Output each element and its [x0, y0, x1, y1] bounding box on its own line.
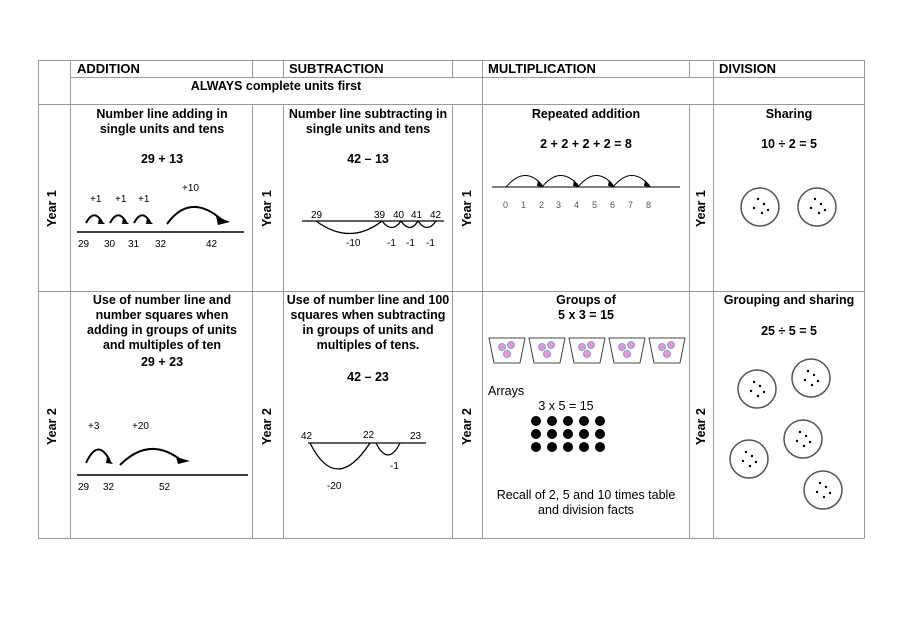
y2-add-jump-1: +3 [88, 421, 100, 432]
y2-add-title: Use of number line and number squares when adding in groups of units and multiples of ten [87, 293, 237, 352]
svg-text:7: 7 [628, 200, 634, 210]
y1-sub-bottom-2: -1 [387, 238, 396, 249]
y1-add-tick-3: 31 [128, 239, 140, 250]
y1-add-tick-5: 42 [206, 239, 218, 250]
y1-sub-top-1: 29 [311, 210, 323, 221]
svg-text:3: 3 [556, 200, 562, 210]
y2-mul-groups-pots [487, 335, 687, 367]
svg-text:8: 8 [646, 200, 652, 210]
y2-sub-number-line [296, 425, 446, 495]
y2-add-tick-2: 32 [103, 482, 115, 493]
y1-sub-top-3: 40 [393, 210, 405, 221]
y2-sub-bottom-2: -1 [390, 461, 399, 472]
y2-div-sum: 25 ÷ 5 = 5 [761, 324, 817, 338]
y1-sub-top-4: 41 [411, 210, 423, 221]
y2-mul-sum: 5 x 3 = 15 [558, 308, 614, 322]
y1-add-jump-1: +1 [90, 194, 102, 205]
y1-sub-title: Number line subtracting in single units and tens [288, 107, 448, 136]
row-label-year1-mul: Year 1 [460, 190, 474, 227]
row-label-year2-sub: Year 2 [260, 408, 274, 445]
svg-text:1: 1 [521, 200, 527, 210]
y1-sub-bottom-3: -1 [406, 238, 415, 249]
y1-add-tick-4: 32 [155, 239, 167, 250]
y2-sub-sum: 42 – 23 [347, 370, 389, 384]
y1-add-jump-3: +1 [138, 194, 150, 205]
y1-add-number-line [72, 176, 252, 254]
row-label-year1-div: Year 1 [694, 190, 708, 227]
row-label-year1-sub: Year 1 [260, 190, 274, 227]
y2-mul-recall: Recall of 2, 5 and 10 times table and division facts [496, 488, 676, 517]
header-division: DIVISION [719, 61, 777, 76]
banner: ALWAYS complete units first [190, 79, 362, 93]
row-label-year2-mul: Year 2 [460, 408, 474, 445]
y2-mul-arrays-sum: 3 x 5 = 15 [538, 399, 594, 413]
y1-sub-top-2: 39 [374, 210, 386, 221]
y1-add-tick-2: 30 [104, 239, 116, 250]
header-addition: ADDITION [77, 61, 140, 76]
y2-sub-top-2: 22 [363, 430, 375, 441]
row-label-year2-div: Year 2 [694, 408, 708, 445]
y1-mul-number-line [490, 165, 685, 215]
y1-div-sum: 10 ÷ 2 = 5 [761, 137, 817, 151]
y1-sub-top-5: 42 [430, 210, 442, 221]
y2-div-grouping-circles [725, 352, 860, 517]
y1-add-jump-4: +10 [182, 183, 199, 194]
row-label-year1: Year 1 [45, 190, 59, 227]
y1-add-sum: 29 + 13 [140, 152, 184, 166]
y2-mul-arrays-label: Arrays [488, 384, 525, 398]
y2-div-title: Grouping and sharing [723, 293, 855, 307]
y1-add-jump-2: +1 [115, 194, 127, 205]
y1-mul-title: Repeated addition [531, 107, 641, 121]
y1-mul-sum: 2 + 2 + 2 + 2 = 8 [540, 137, 632, 151]
y1-add-title: Number line adding in single units and tens [96, 107, 228, 136]
svg-text:0: 0 [503, 200, 509, 210]
y1-sub-number-line [298, 204, 448, 254]
y1-sub-bottom-4: -1 [426, 238, 435, 249]
y1-sub-sum: 42 – 13 [347, 152, 389, 166]
row-label-year2: Year 2 [45, 408, 59, 445]
y2-sub-top-3: 23 [410, 431, 422, 442]
y2-sub-top-1: 42 [301, 431, 313, 442]
y2-add-tick-1: 29 [78, 482, 90, 493]
y1-div-sharing-circles [738, 184, 843, 232]
svg-text:4: 4 [574, 200, 580, 210]
y1-sub-bottom-1: -10 [346, 238, 361, 249]
y2-mul-title: Groups of [556, 293, 616, 307]
y2-sub-title: Use of number line and 100 squares when subtracting in groups of units and multiples of tens. [286, 293, 450, 352]
header-subtraction: SUBTRACTION [289, 61, 384, 76]
y2-add-sum: 29 + 23 [140, 355, 184, 369]
svg-text:2: 2 [539, 200, 545, 210]
svg-text:6: 6 [610, 200, 616, 210]
y1-div-title: Sharing [765, 107, 813, 121]
y2-sub-bottom-1: -20 [327, 481, 342, 492]
svg-text:5: 5 [592, 200, 598, 210]
y2-add-number-line [72, 415, 252, 497]
y2-add-tick-3: 52 [159, 482, 171, 493]
y2-add-jump-2: +20 [132, 421, 149, 432]
header-multiplication: MULTIPLICATION [488, 61, 596, 76]
y2-mul-array-dots [528, 414, 608, 454]
y1-add-tick-1: 29 [78, 239, 90, 250]
